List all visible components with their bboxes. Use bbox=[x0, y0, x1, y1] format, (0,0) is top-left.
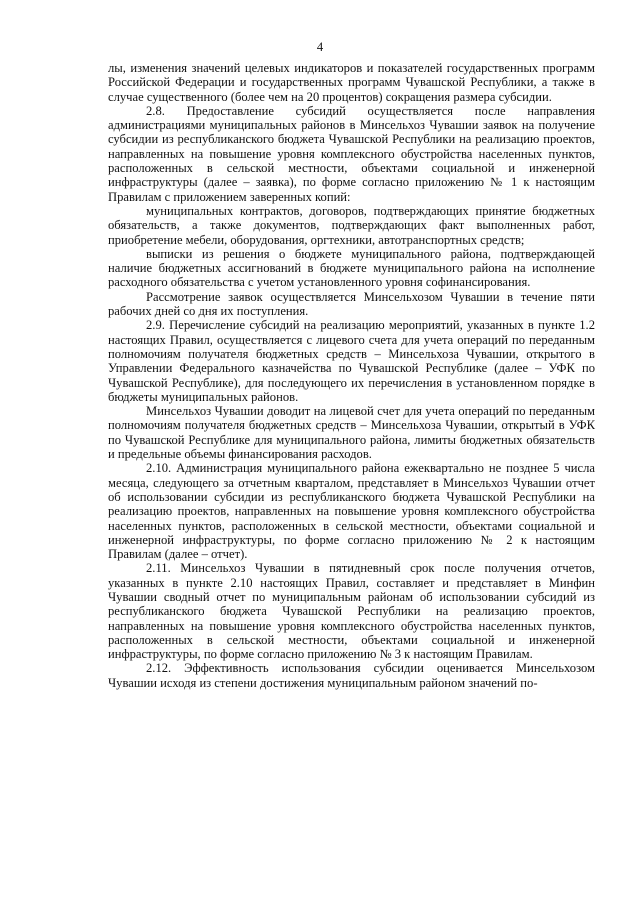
paragraph-2-9: 2.9. Перечисление субсидий на реализацию мероприятий, указанных в пункте 1.2 настоящих Правил, осуществляется с лицевого счета для учета операций по переданным полномочиям получателя бюджетных средств – Минсельхоза Чувашии, открытого в Управлении Федерального казначейства по Чувашской Республике (далее – УФК по Чувашской Республике), для последующего их перечисления в установленном порядке в бюджеты муниципальных районов. bbox=[108, 318, 595, 404]
paragraph-2-10: 2.10. Администрация муниципального района ежеквартально не позднее 5 числа месяца, следующего за отчетным кварталом, представляет в Минсельхоз Чувашии отчет об использовании субсидии из республиканского бюджета Чувашской Республики на реализацию проектов, направленных на повышение уровня комплексного обустройства населенных пунктов, расположенных в сельской местности, объектами социальной и инженерной инфраструктуры, по форме согласно приложению № 2 к настоящим Правилам (далее – отчет). bbox=[108, 461, 595, 562]
paragraph-2-12: 2.12. Эффективность использования субсидии оценивается Минсельхозом Чувашии исходя из степени достижения муниципальным районом значений по- bbox=[108, 661, 595, 690]
paragraph-limits: Минсельхоз Чувашии доводит на лицевой счет для учета операций по переданным полномочиям получателя бюджетных средств – Минсельхоза Чувашии, открытый в УФК по Чувашской Республике для муниципального района, лимиты бюджетных обязательств и предельные объемы финансирования расходов. bbox=[108, 404, 595, 462]
paragraph-review: Рассмотрение заявок осуществляется Минсельхозом Чувашии в течение пяти рабочих дней со дня их поступления. bbox=[108, 289, 595, 319]
page-number: 4 bbox=[316, 40, 324, 54]
paragraph-2-8: 2.8. Предоставление субсидий осуществляется после направления администрациями муниципальных районов в Минсельхоз Чувашии заявок на получение субсидии из республиканского бюджета Чувашской Республики на реализацию проектов, направленных на повышение уровня комплексного обустройства населенных пунктов, расположенных в сельской местности, объектами социальной и инженерной инфраструктуры (далее – заявка), по форме согласно приложению № 1 к настоящим Правилам с приложением заверенных копий: bbox=[108, 103, 595, 204]
paragraph-budget-extract: выписки из решения о бюджете муниципального района, подтверждающей наличие бюджетных ассигнований в бюджете муниципального района на исполнение расходного обязательства с учетом установленного уровня софинансирования. bbox=[108, 246, 595, 290]
paragraph-continuation: лы, изменения значений целевых индикаторов и показателей государственных программ Российской Федерации и государственных программ Чувашской Республики, а также в случае существенного (более чем на 20 процентов) сокращения размера субсидии. bbox=[108, 61, 595, 104]
paragraph-contracts: муниципальных контрактов, договоров, подтверждающих принятие бюджетных обязательств, а также документов, подтверждающих факт выполненных работ, приобретение мебели, оборудования, оргтехники, автотранспортных средств; bbox=[108, 203, 595, 247]
document-body bbox=[108, 61, 595, 690]
paragraph-2-11: 2.11. Минсельхоз Чувашии в пятидневный срок после получения отчетов, указанных в пункте 2.10 настоящих Правил, составляет и представляет в Минфин Чувашии сводный отчет по муниципальным районам об использовании субсидий из республиканского бюджета Чувашской Республики на реализацию проектов, направленных на повышение уровня комплексного обустройства населенных пунктов, расположенных в сельской местности, объектами социальной и инженерной инфраструктуры, по форме согласно приложению № 3 к настоящим Правилам. bbox=[108, 561, 595, 662]
